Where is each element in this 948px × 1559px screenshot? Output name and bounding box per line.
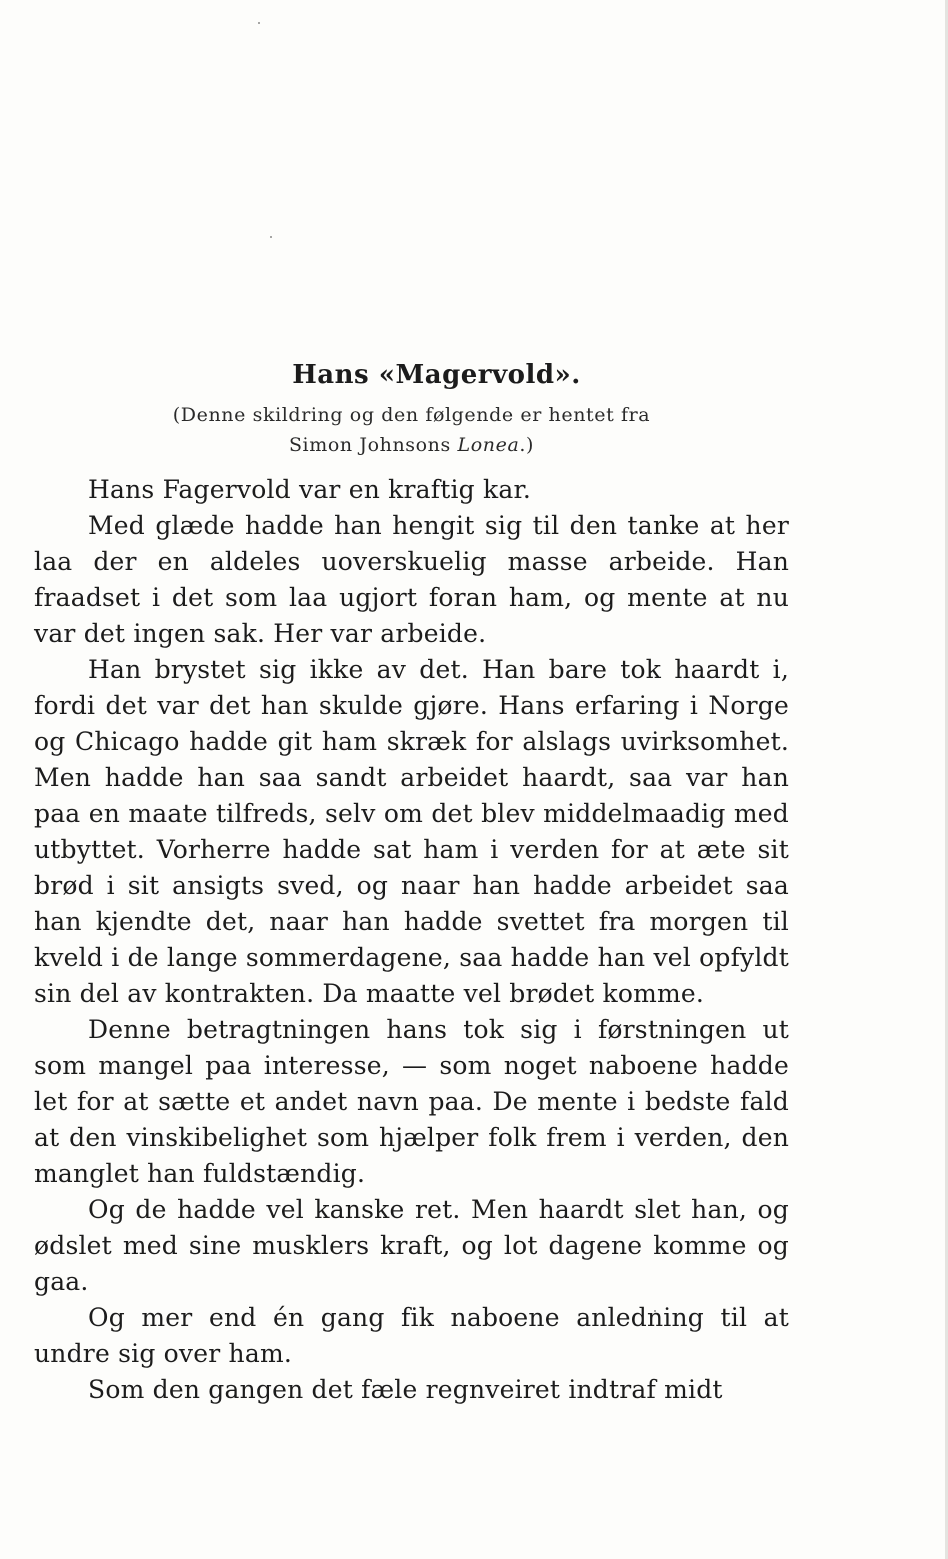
source-note: [34, 400, 789, 460]
paragraph: Han brystet sig ikke av det. Han bare tok haardt i, fordi det var det han skulde gjøre. Hans erfaring i Norge og Chicago hadde git ham skræk for alslags uvirksomhet. Men hadde han saa sandt arbeidet haardt, saa var han paa en maate tilfreds, selv om det blev middelmaadig med utbyttet. Vorherre hadde sat ham i verden for at æte sit brød i sit ansigts sved, og naar han hadde arbeidet saa han kjendte det, naar han hadde svettet fra morgen til kveld i de lange sommerdagene, saa hadde han vel opfyldt sin del av kontrakten. Da maatte vel brødet komme.: [34, 655, 789, 1008]
paragraph: Med glæde hadde han hengit sig til den tanke at her laa der en aldeles uoverskuelig masse arbeide. Han fraadset i det som laa ugjort foran ham, og mente at nu var det ingen sak. Her var arbeide.: [34, 511, 789, 648]
paragraph: Og mer end én gang fik naboene anledning til at undre sig over ham.: [34, 1303, 789, 1368]
paragraph: Som den gangen det fæle regnveiret indtraf midt: [88, 1375, 723, 1404]
paragraph: Denne betragtningen hans tok sig i førstningen ut som mangel paa interesse, — som noget naboene hadde let for at sætte et andet navn paa. De mente i bedste fald at den vinskibelighet som hjælper folk frem i verden, den manglet han fuldstændig.: [34, 1015, 789, 1188]
source-note-line-2: [34, 430, 789, 460]
source-author: Simon Johnsons: [288, 434, 458, 456]
source-note-line-1: (Denne skildring og den følgende er hentet fra: [172, 404, 651, 426]
source-book-title: Lonea: [457, 434, 520, 456]
paragraph: Hans Fagervold var en kraftig kar.: [88, 475, 532, 504]
article: [34, 360, 789, 1408]
speck-mark: [258, 22, 260, 24]
source-note-close: .): [519, 434, 535, 456]
paragraph: Og de hadde vel kanske ret. Men haardt slet han, og ødslet med sine musklers kraft, og lot dagene komme og gaa.: [34, 1195, 789, 1296]
article-title: Hans «Magervold».: [292, 360, 581, 390]
speck-mark: [270, 236, 272, 238]
